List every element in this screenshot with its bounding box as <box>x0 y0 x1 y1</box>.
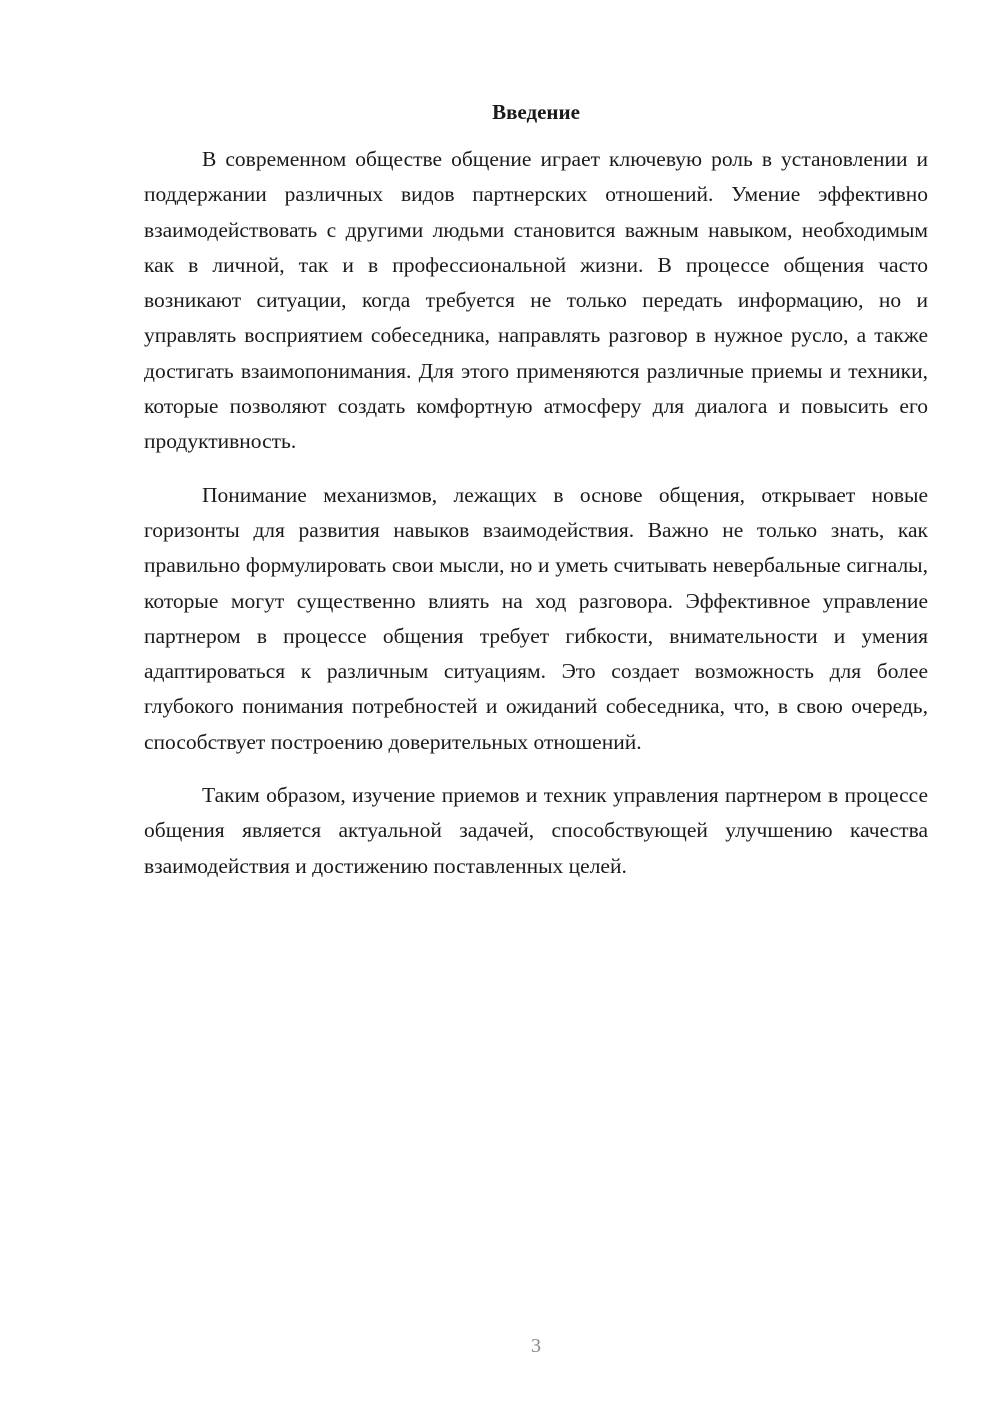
page-number: 3 <box>531 1335 541 1357</box>
paragraph-conclusion: Таким образом, изучение приемов и техник управления партнером в процессе общения является актуальной задачей, способствующей улучшению качества взаимодействия и достижению поставленных целей. <box>144 783 928 878</box>
section-heading: Введение <box>492 100 580 124</box>
paragraph-mechanisms: Понимание механизмов, лежащих в основе общения, открывает новые горизонты для развития навыков взаимодействия. Важно не только знать, как правильно формулировать свои мысли, но и уметь считывать невербальные сигналы, которые могут существенно влиять на ход разговора. Эффективное управление партнером в процессе общения требует гибкости, внимательности и умения адаптироваться к различным ситуациям. Это создает возможность для более глубокого понимания потребностей и ожиданий собеседника, что, в свою очередь, способствует построению доверительных отношений. <box>144 482 928 754</box>
body-text <box>144 142 928 902</box>
paragraph-intro: В современном обществе общение играет ключевую роль в установлении и поддержании различных видов партнерских отношений. Умение эффективно взаимодействовать с другими людьми становится важным навыком, необходимым как в личной, так и в профессиональной жизни. В процессе общения часто возникают ситуации, когда требуется не только передать информацию, но и управлять восприятием собеседника, направлять разговор в нужное русло, а также достигать взаимопонимания. Для этого применяются различные приемы и техники, которые позволяют создать комфортную атмосферу для диалога и повысить его продуктивность. <box>144 147 928 454</box>
